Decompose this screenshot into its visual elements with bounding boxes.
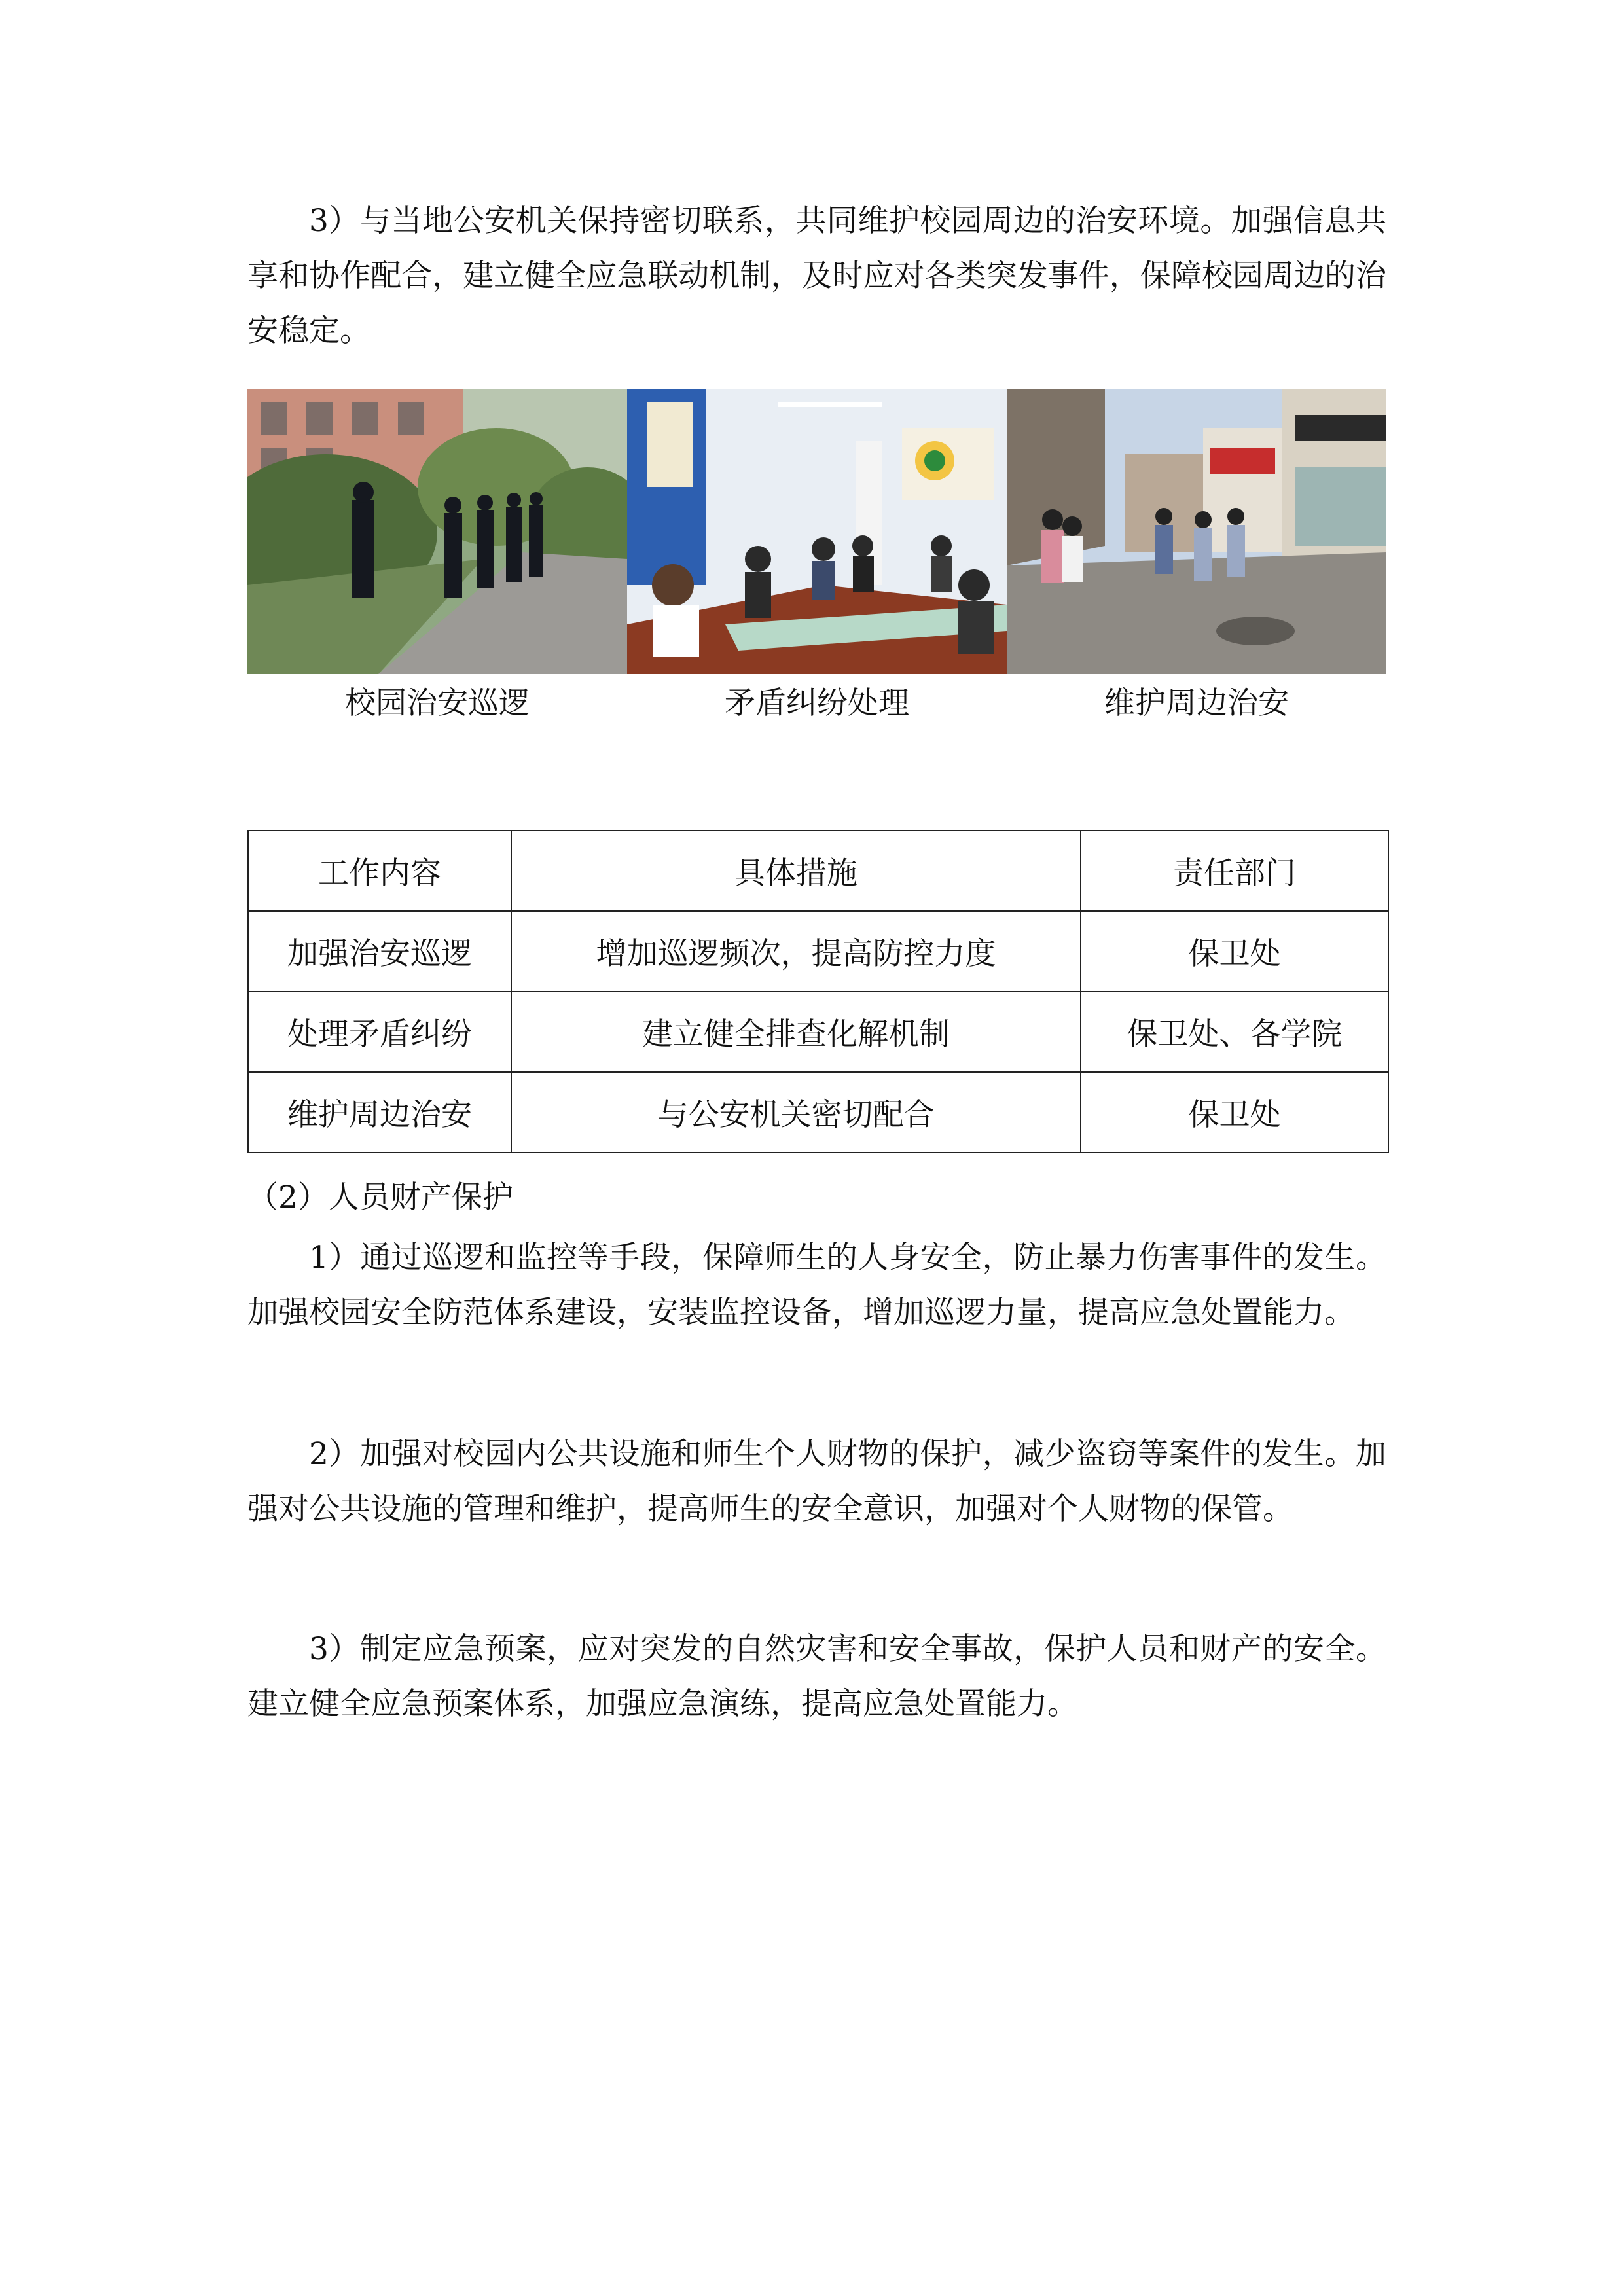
photo-caption-1: 校园治安巡逻: [345, 685, 530, 721]
section-heading: （2）人员财产保护: [247, 1179, 513, 1215]
photo-caption-3: 维护周边治安: [1104, 685, 1289, 721]
table-row: [248, 911, 1388, 992]
table-cell: 保卫处、各学院: [1081, 992, 1388, 1072]
section-paragraph-1: 1）通过巡逻和监控等手段，保障师生的人身安全，防止暴力伤害事件的发生。加强校园安全防范体系建设，安装监控设备，增加巡逻力量，提高应急处置能力。: [247, 1240, 1386, 1331]
section-paragraph-2: 2）加强对校园内公共设施和师生个人财物的保护，减少盗窃等案件的发生。加强对公共设施的管理和维护，提高师生的安全意识，加强对个人财物的保管。: [247, 1436, 1386, 1527]
table-cell: 处理矛盾纠纷: [248, 992, 511, 1072]
photo-dispute-meeting: [627, 389, 1007, 674]
photo-street-patrol: [1007, 389, 1386, 674]
table-cell: 与公安机关密切配合: [511, 1072, 1081, 1153]
table-row: [248, 992, 1388, 1072]
intro-paragraph: 3）与当地公安机关保持密切联系，共同维护校园周边的治安环境。加强信息共享和协作配合，建立健全应急联动机制，及时应对各类突发事件，保障校园周边的治安稳定。: [247, 203, 1386, 349]
photo-strip: [247, 389, 1386, 674]
photo-caption-2: 矛盾纠纷处理: [725, 685, 909, 721]
table-header-cell: 工作内容: [248, 831, 511, 911]
table-cell: 增加巡逻频次，提高防控力度: [511, 911, 1081, 992]
table-cell: 保卫处: [1081, 911, 1388, 992]
table-header-cell: 具体措施: [511, 831, 1081, 911]
table-header-cell: 责任部门: [1081, 831, 1388, 911]
work-table: [247, 830, 1389, 1153]
table-cell: 保卫处: [1081, 1072, 1388, 1153]
table-header-row: [248, 831, 1388, 911]
table-cell: 建立健全排查化解机制: [511, 992, 1081, 1072]
section-paragraph-3: 3）制定应急预案，应对突发的自然灾害和安全事故，保护人员和财产的安全。建立健全应急预案体系，加强应急演练，提高应急处置能力。: [247, 1631, 1386, 1722]
table-row: [248, 1072, 1388, 1153]
table-cell: 加强治安巡逻: [248, 911, 511, 992]
photo-campus-patrol: [247, 389, 627, 674]
table-cell: 维护周边治安: [248, 1072, 511, 1153]
